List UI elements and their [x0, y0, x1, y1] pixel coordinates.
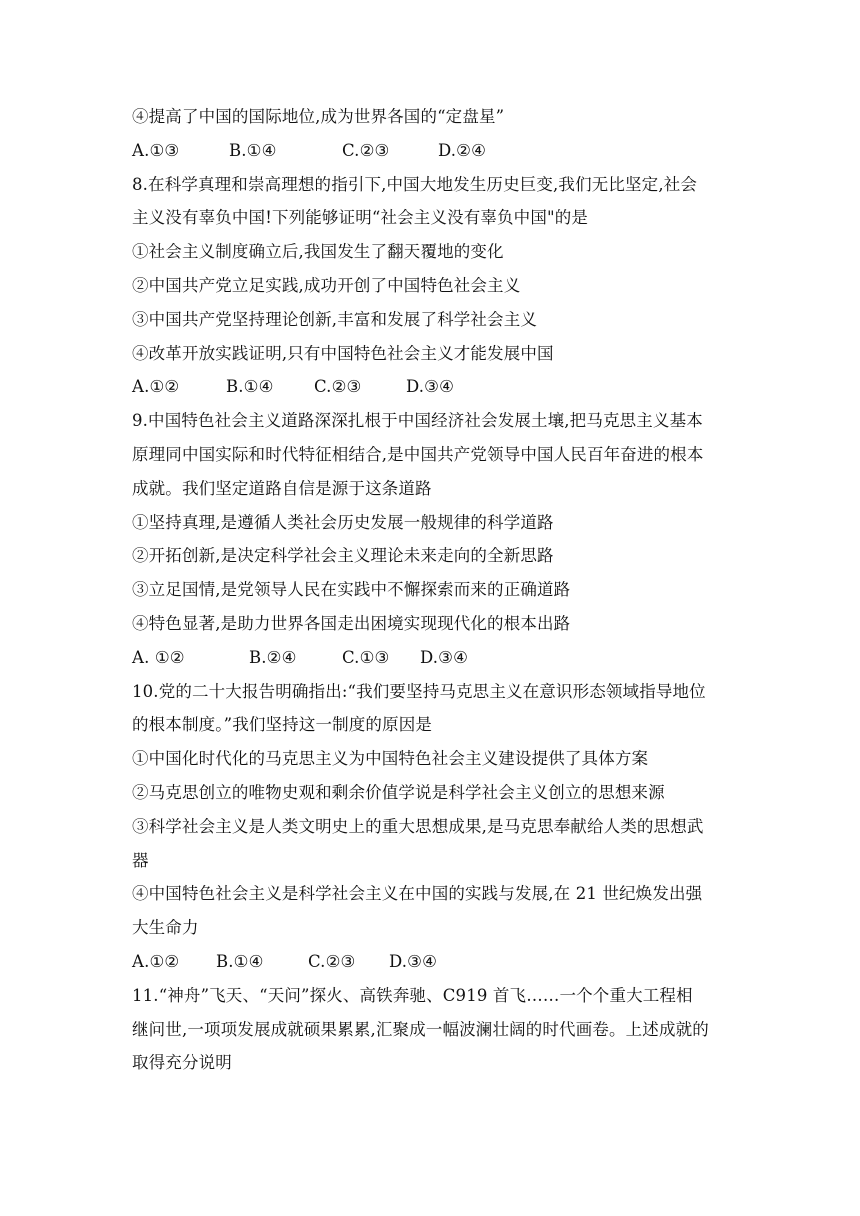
q9-option-3: ③立足国情,是党领导人民在实践中不懈探索而来的正确道路 [132, 580, 571, 600]
q8-choice-b: B.①④ [226, 377, 274, 397]
q10-stem-line-2: 的根本制度。”我们坚持这一制度的原因是 [132, 715, 433, 735]
q10-choice-b: B.①④ [216, 951, 264, 971]
q8-option-3: ③中国共产党坚持理论创新,丰富和发展了科学社会主义 [132, 309, 537, 329]
q7-answer-choices [132, 134, 732, 168]
q9-stem-line-3: 成就。我们坚定道路自信是源于这条道路 [132, 478, 432, 498]
q10-option-1: ①中国化时代化的马克思主义为中国特色社会主义建设提供了具体方案 [132, 749, 649, 769]
q7-choice-a: A.①③ [132, 140, 180, 160]
q7-choice-c: C.②③ [342, 140, 390, 160]
q9-choice-b: B.②④ [249, 647, 297, 667]
q8-choice-c: C.②③ [314, 377, 362, 397]
q11-stem-line-3: 取得充分说明 [132, 1053, 232, 1073]
q8-choice-a: A.①② [132, 377, 180, 397]
q8-option-2: ②中国共产党立足实践,成功开创了中国特色社会主义 [132, 275, 521, 295]
q8-option-4: ④改革开放实践证明,只有中国特色社会主义才能发展中国 [132, 343, 554, 363]
q10-stem-line-1: 10.党的二十大报告明确指出:“我们要坚持马克思主义在意识形态领域指导地位 [132, 681, 706, 701]
q10-option-3-line-1: ③科学社会主义是人类文明史上的重大思想成果,是马克思奉献给人类的思想武 [132, 816, 704, 836]
q8-stem-line-1: 8.在科学真理和崇高理想的指引下,中国大地发生历史巨变,我们无比坚定,社会 [132, 174, 698, 194]
q10-answer-choices [132, 945, 732, 979]
q9-answer-choices [132, 641, 732, 675]
q7-option-4: ④提高了中国的国际地位,成为世界各国的“定盘星” [132, 107, 505, 126]
q9-choice-d: D.③④ [420, 647, 469, 667]
q10-option-3-line-2: 器 [132, 850, 149, 870]
q9-choice-a: A. ①② [132, 647, 185, 667]
q9-option-2: ②开拓创新,是决定科学社会主义理论未来走向的全新思路 [132, 546, 554, 566]
q10-option-2: ②马克思创立的唯物史观和剩余价值学说是科学社会主义创立的思想来源 [132, 782, 665, 802]
q8-choice-d: D.③④ [406, 377, 455, 397]
q9-stem-line-2: 原理同中国实际和时代特征相结合,是中国共产党领导中国人民百年奋进的根本 [132, 444, 704, 464]
q9-stem-line-1: 9.中国特色社会主义道路深深扎根于中国经济社会发展土壤,把马克思主义基本 [132, 411, 703, 431]
q10-choice-c: C.②③ [308, 951, 356, 971]
q10-choice-a: A.①② [132, 951, 180, 971]
q11-stem-line-1: 11.“神舟”飞天、“天问”探火、高铁奔驰、C919 首飞……一个个重大工程相 [132, 985, 693, 1005]
q9-option-4: ④特色显著,是助力世界各国走出困境实现现代化的根本出路 [132, 613, 571, 633]
q8-stem-line-2: 主义没有辜负中国!下列能够证明“社会主义没有辜负中国"的是 [132, 208, 589, 228]
q10-option-4-line-1: ④中国特色社会主义是科学社会主义在中国的实践与发展,在 21 世纪焕发出强 [132, 884, 703, 904]
q7-choice-d: D.②④ [438, 140, 487, 160]
q7-choice-b: B.①④ [229, 140, 277, 160]
document-page [132, 100, 732, 1080]
q10-option-4-line-2: 大生命力 [132, 918, 199, 938]
q9-option-1: ①坚持真理,是遵循人类社会历史发展一般规律的科学道路 [132, 512, 554, 532]
q9-choice-c: C.①③ [342, 647, 390, 667]
q10-choice-d: D.③④ [389, 951, 438, 971]
q8-answer-choices [132, 370, 732, 404]
q8-option-1: ①社会主义制度确立后,我国发生了翻天覆地的变化 [132, 242, 504, 262]
q11-stem-line-2: 继问世,一项项发展成就硕果累累,汇聚成一幅波澜壮阔的时代画卷。上述成就的 [132, 1019, 709, 1039]
